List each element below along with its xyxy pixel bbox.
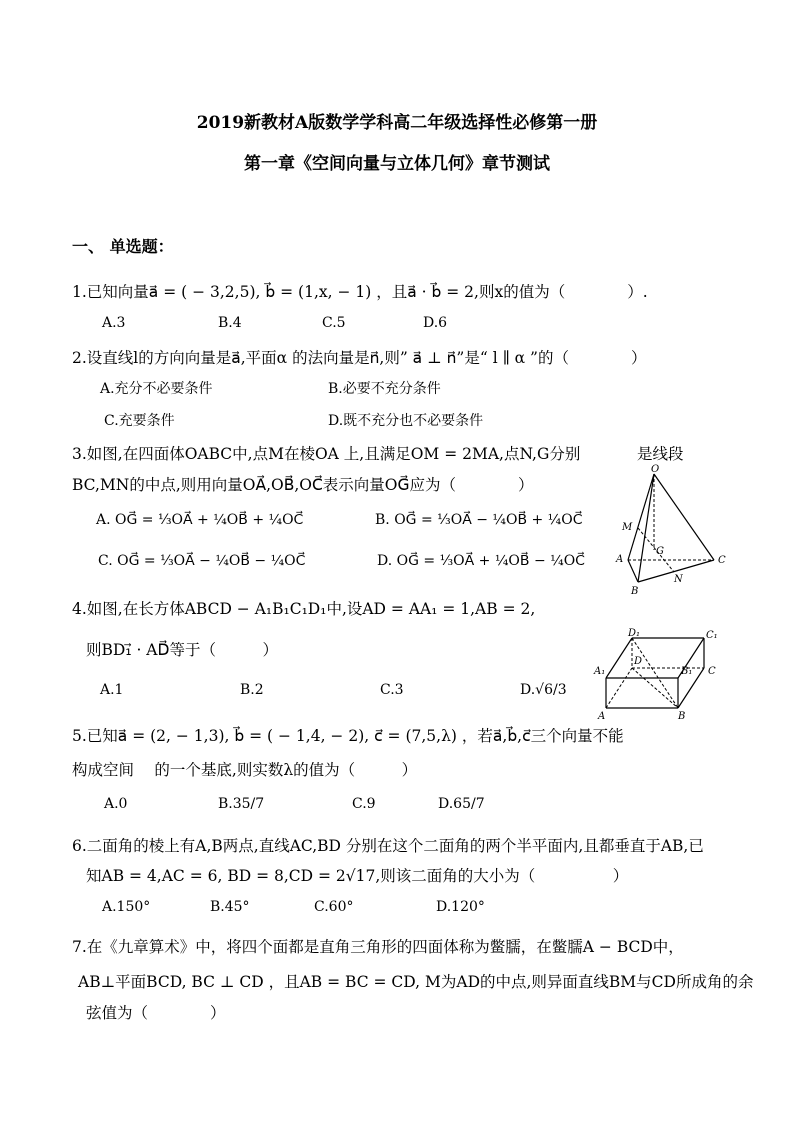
- q3-option-c: C. OG⃗ = ⅓OA⃗ − ¼OB⃗ − ¼OC⃗: [98, 553, 306, 569]
- fig-label-a1: A₁: [594, 666, 606, 677]
- fig-label-g: G: [656, 546, 664, 557]
- q6-option-b: B.45°: [210, 899, 250, 915]
- q1-option-d: D.6: [423, 315, 448, 331]
- question-5-line-2: 构成空间 的一个基底,则实数λ的值为（ ）: [72, 761, 418, 779]
- question-6-line-2: 知AB = 4,AC = 6, BD = 8,CD = 2√17,则该二面角的大小为（ ）: [86, 867, 629, 885]
- fig-label-b-box: B: [678, 711, 686, 722]
- question-7-line-3: 弦值为（ ）: [86, 1004, 226, 1022]
- fig-label-c1: C₁: [706, 630, 718, 641]
- q2-option-c: C.充要条件: [104, 413, 175, 429]
- q3-option-d: D. OG⃗ = ⅓OA⃗ + ¼OB⃗ − ¼OC⃗: [377, 553, 585, 569]
- fig-label-b1: B₁: [681, 666, 693, 677]
- q2-option-a: A.充分不必要条件: [100, 381, 213, 397]
- question-3-line-1-tail: 是线段: [637, 445, 684, 463]
- question-6-line-1: 6.二面角的棱上有A,B两点,直线AC,BD 分别在这个二面角的两个半平面内,且都垂直于AB,已: [72, 837, 704, 855]
- q5-option-b: B.35/7: [218, 796, 265, 812]
- q6-option-d: D.120°: [436, 899, 485, 915]
- fig-label-d1: D₁: [628, 628, 641, 639]
- fig-label-o: O: [651, 464, 660, 475]
- question-4-line-2: 则BD₁⃗ · AD⃗等于（ ）: [86, 641, 278, 659]
- fig-label-a-box: A: [598, 711, 606, 722]
- question-7-line-1: 7.在《九章算术》中，将四个面都是直角三角形的四面体称为鳖臑，在鳖臑A − BCD中，: [72, 938, 684, 956]
- question-1-line-1: 1.已知向量a⃗ = ( − 3,2,5), b⃗ = (1,x, − 1) ，且a⃗ · b⃗ = 2,则x的值为（ ）.: [72, 283, 648, 301]
- q4-option-c: C.3: [380, 682, 404, 698]
- fig-label-c-box: C: [708, 666, 716, 677]
- question-3-line-1: 3.如图,在四面体OABC中,点M在棱OA 上,且满足OM = 2MA,点N,G分别: [72, 445, 581, 463]
- q1-option-a: A.3: [102, 315, 126, 331]
- q1-option-b: B.4: [218, 315, 242, 331]
- q2-option-d: D.既不充分也不必要条件: [328, 413, 484, 429]
- fig-label-n: N: [674, 574, 683, 585]
- fig-label-m: M: [622, 522, 633, 533]
- fig-label-d: D: [634, 656, 643, 667]
- question-4-line-1: 4.如图,在长方体ABCD − A₁B₁C₁D₁中,设AD = AA₁ = 1,AB = 2,: [72, 600, 536, 618]
- cuboid-figure: [592, 626, 722, 722]
- q1-option-c: C.5: [322, 315, 346, 331]
- question-2-line-1: 2.设直线l的方向向量是a⃗,平面α 的法向量是n⃗,则” a⃗ ⊥ n⃗”是“ l ∥ α ”的（ ）: [72, 349, 647, 367]
- q2-option-b: B.必要不充分条件: [328, 381, 441, 397]
- q5-option-a: A.0: [104, 796, 128, 812]
- fig-label-b: B: [631, 586, 639, 596]
- chapter-title: 第一章《空间向量与立体几何》章节测试: [244, 154, 550, 174]
- q4-option-a: A.1: [100, 682, 124, 698]
- q4-option-d: D.√6/3: [520, 682, 567, 698]
- fig-label-a: A: [616, 554, 624, 565]
- q3-option-a: A. OG⃗ = ⅓OA⃗ + ¼OB⃗ + ¼OC⃗: [96, 512, 304, 528]
- fig-label-c: C: [718, 555, 726, 566]
- question-7-line-2: AB⊥平面BCD, BC ⊥ CD ，且AB = BC = CD, M为AD的中点,则异面直线BM与CD所成角的余: [78, 973, 754, 991]
- q6-option-c: C.60°: [314, 899, 354, 915]
- q6-option-a: A.150°: [102, 899, 151, 915]
- section-heading: 一、 单选题：: [72, 237, 174, 256]
- q5-option-d: D.65/7: [438, 796, 485, 812]
- q4-option-b: B.2: [240, 682, 264, 698]
- tetrahedron-figure: [606, 462, 730, 596]
- q5-option-c: C.9: [352, 796, 376, 812]
- q3-option-b: B. OG⃗ = ⅓OA⃗ − ¼OB⃗ + ¼OC⃗: [375, 512, 583, 528]
- document-title: 2019新教材A版数学学科高二年级选择性必修第一册: [196, 113, 598, 133]
- question-5-line-1: 5.已知a⃗ = (2, − 1,3), b⃗ = ( − 1,4, − 2), c⃗ = (7,5,λ) ，若a⃗,b⃗,c⃗三个向量不能: [72, 727, 624, 745]
- question-3-line-2: BC,MN的中点,则用向量OA⃗,OB⃗,OC⃗表示向量OG⃗应为（ ）: [72, 476, 534, 494]
